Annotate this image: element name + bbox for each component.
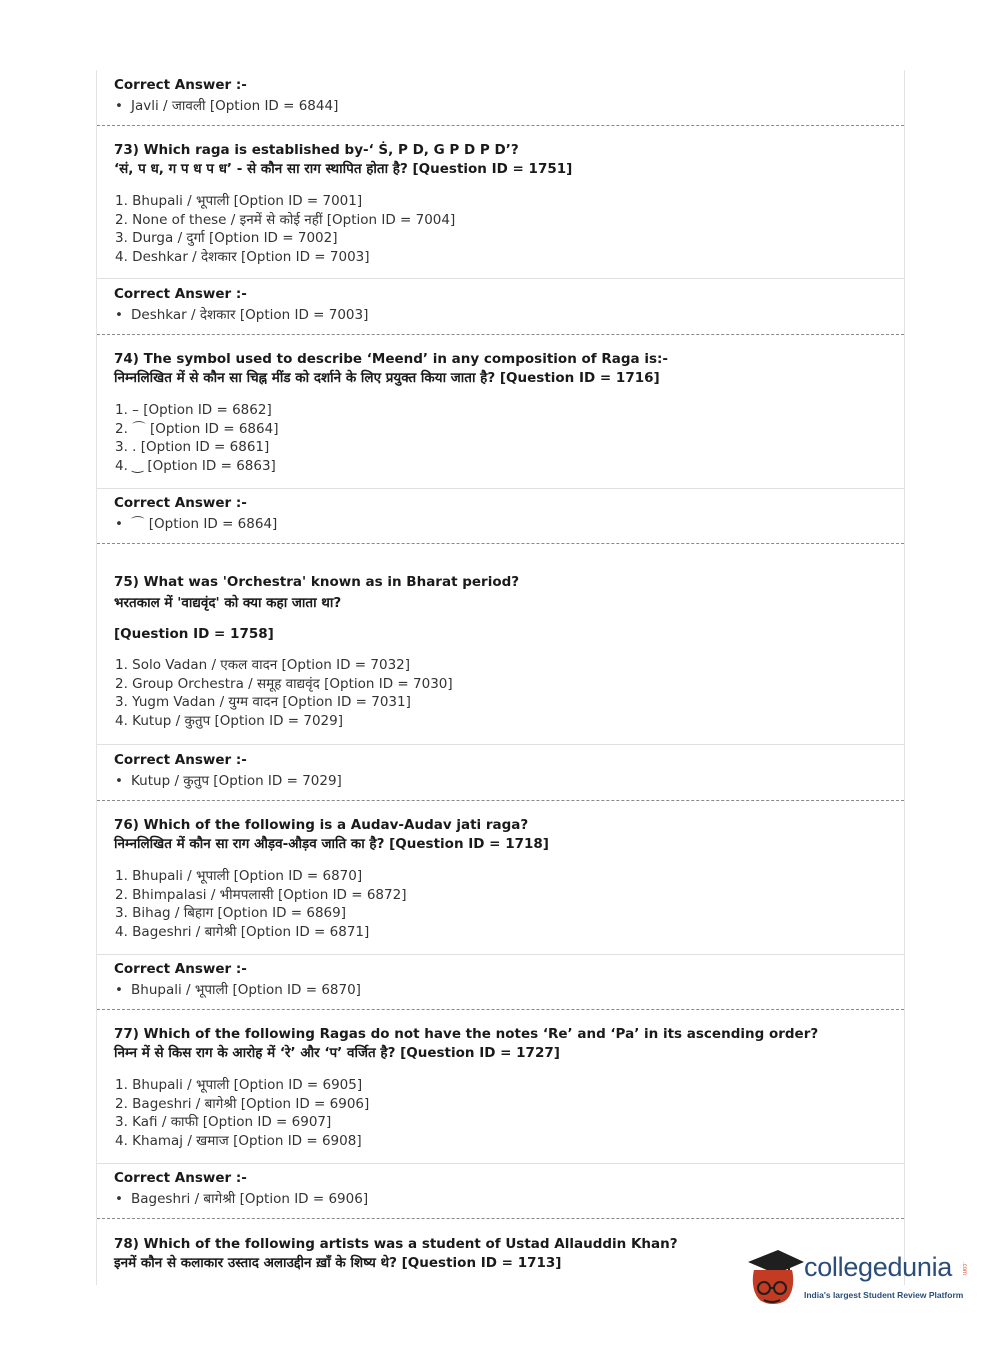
option: 2. Group Orchestra / समूह वाद्यवृंद [Option ID = 7030] — [115, 675, 453, 692]
option: 3. . [Option ID = 6861] — [115, 439, 270, 456]
divider — [97, 278, 904, 279]
answer-value: • ⌒ [Option ID = 6864] — [115, 516, 278, 532]
option: 3. Yugm Vadan / युग्म वादन [Option ID = 7031] — [115, 694, 411, 711]
logo-tagline: India's largest Student Review Platform — [804, 1290, 964, 1300]
option: 1. Bhupali / भूपाली [Option ID = 6905] — [115, 1077, 363, 1093]
answer-block — [97, 751, 904, 791]
option: 3. Bihag / बिहाग [Option ID = 6869] — [115, 905, 346, 922]
option: 4. Khamaj / खमाज [Option ID = 6908] — [115, 1133, 362, 1150]
options-list — [115, 656, 904, 731]
answer-label: Correct Answer :- — [114, 961, 247, 977]
question-75 — [97, 573, 904, 731]
question-text-en: 76) Which of the following is a Audav-Audav jati raga? — [114, 817, 529, 833]
collegedunia-logo[interactable] — [742, 1248, 970, 1310]
option: 3. Kafi / काफी [Option ID = 6907] — [115, 1114, 332, 1131]
prev-answer-block — [97, 76, 904, 116]
option: 2. Bhimpalasi / भीमपलासी [Option ID = 6872] — [115, 886, 407, 903]
option: 3. Durga / दुर्गा [Option ID = 7002] — [115, 230, 338, 247]
option: 1. Bhupali / भूपाली [Option ID = 7001] — [115, 193, 363, 209]
answer-label: Correct Answer :- — [114, 77, 247, 93]
answer-value: • Bageshri / बागेश्री [Option ID = 6906] — [115, 1191, 369, 1207]
question-text-en: 78) Which of the following artists was a student of Ustad Allauddin Khan? — [114, 1236, 678, 1252]
answer-label: Correct Answer :- — [114, 495, 247, 511]
answer-label: Correct Answer :- — [114, 286, 247, 302]
question-text-hi: इनमें कौन से कलाकार उस्ताद अलाउद्दीन ख़ाँ के शिष्य थे? [Question ID = 1713] — [114, 1255, 562, 1271]
question-73 — [97, 141, 904, 267]
answer-block — [97, 285, 904, 325]
option: 4. ‿ [Option ID = 6863] — [115, 458, 276, 475]
question-76 — [97, 816, 904, 942]
option: 4. Kutup / कुतुप [Option ID = 7029] — [115, 713, 343, 730]
answer-value: • Deshkar / देशकार [Option ID = 7003] — [115, 307, 369, 323]
divider — [97, 954, 904, 955]
question-text-hi: ‘सं, प ध, ग प ध प ध’ - से कौन सा राग स्थापित होता है? [Question ID = 1751] — [114, 161, 573, 177]
answer-block — [97, 960, 904, 1000]
mascot-icon — [742, 1248, 804, 1310]
options-list — [115, 1076, 904, 1151]
question-text-hi: भरतकाल में 'वाद्यवृंद' को क्या कहा जाता था? — [114, 595, 342, 611]
question-text-en: 75) What was 'Orchestra' known as in Bharat period? — [114, 574, 520, 590]
answer-value: • Kutup / कुतुप [Option ID = 7029] — [115, 773, 342, 789]
answer-label: Correct Answer :- — [114, 752, 247, 768]
question-text-en: 74) The symbol used to describe ‘Meend’ in any composition of Raga is:- — [114, 351, 668, 367]
answer-value: • Javli / जावली [Option ID = 6844] — [115, 98, 339, 114]
option: 2. None of these / इनमें से कोई नहीं [Option ID = 7004] — [115, 211, 456, 228]
separator — [97, 543, 904, 544]
answer-block — [97, 1169, 904, 1209]
separator — [97, 125, 904, 126]
separator — [97, 1009, 904, 1010]
option: 4. Deshkar / देशकार [Option ID = 7003] — [115, 249, 370, 266]
answer-label: Correct Answer :- — [114, 1170, 247, 1186]
question-74 — [97, 350, 904, 476]
options-list — [115, 867, 904, 942]
question-id: [Question ID = 1758] — [114, 626, 274, 642]
question-text-hi: निम्न में से किस राग के आरोह में ‘रे’ और ‘प’ वर्जित है? [Question ID = 1727] — [114, 1045, 560, 1061]
separator — [97, 1218, 904, 1219]
question-text-hi: निम्नलिखित में से कौन सा चिह्न मींड को दर्शाने के लिए प्रयुक्त किया जाता है? [Question ID = 1716] — [114, 370, 660, 386]
question-text-en: 77) Which of the following Ragas do not have the notes ‘Re’ and ‘Pa’ in its ascending order? — [114, 1026, 819, 1042]
divider — [97, 1163, 904, 1164]
divider — [97, 488, 904, 489]
question-text-hi: निम्नलिखित में कौन सा राग औड़व-औड़व जाति का है? [Question ID = 1718] — [114, 836, 549, 852]
option: 1. Bhupali / भूपाली [Option ID = 6870] — [115, 868, 363, 884]
logo-domain: .com — [961, 1262, 967, 1276]
question-77 — [97, 1025, 904, 1151]
options-list — [115, 192, 904, 267]
options-list — [115, 401, 904, 476]
answer-block — [97, 494, 904, 534]
option: 2. ⌒ [Option ID = 6864] — [115, 420, 279, 437]
question-text-en: 73) Which raga is established by-‘ Ṡ, P D, G P D P D’? — [114, 142, 519, 158]
option: 2. Bageshri / बागेश्री [Option ID = 6906] — [115, 1095, 370, 1112]
option: 1. Solo Vadan / एकल वादन [Option ID = 7032] — [115, 657, 411, 673]
option: 4. Bageshri / बागेश्री [Option ID = 6871] — [115, 924, 370, 941]
exam-page — [96, 70, 905, 1285]
separator — [97, 334, 904, 335]
option: 1. – [Option ID = 6862] — [115, 402, 272, 418]
divider — [97, 744, 904, 745]
answer-value: • Bhupali / भूपाली [Option ID = 6870] — [115, 982, 361, 998]
separator — [97, 800, 904, 801]
logo-wordmark: collegedunia — [804, 1252, 953, 1282]
